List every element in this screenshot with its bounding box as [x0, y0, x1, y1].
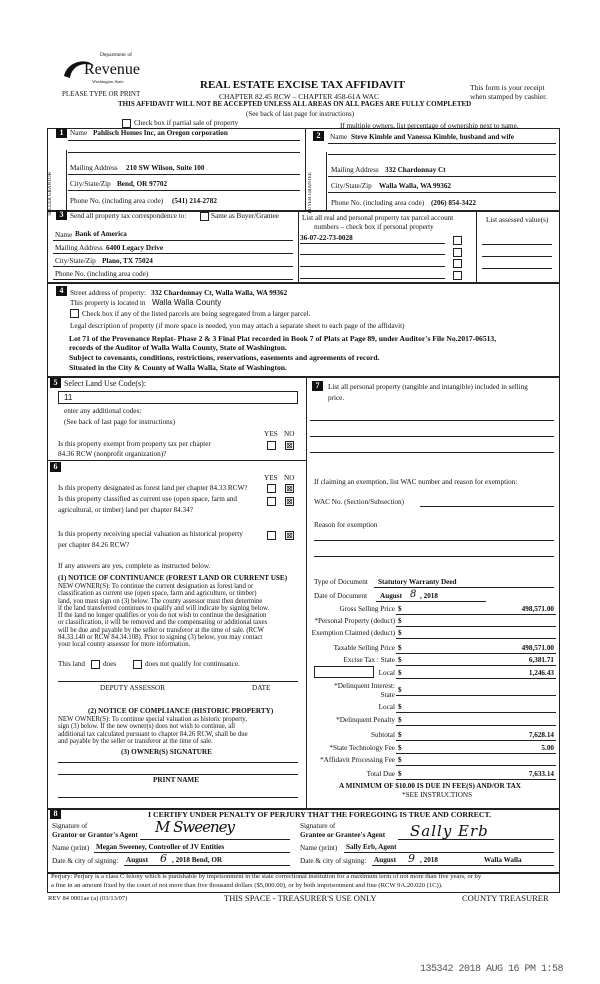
section-2-number: 2 [313, 131, 324, 141]
grantor-date-label: Date & city of signing: [52, 857, 119, 865]
deputy-date-label: DATE [252, 684, 271, 692]
seller-side-label: SELLER GRANTOR [48, 172, 53, 216]
owner-signature-label: (3) OWNER(S) SIGNATURE [121, 748, 212, 756]
legal-label: Legal description of property (if more space is needed, you may attach a separate sheet to each page of the affidavit) [70, 322, 405, 330]
exempt-question-2: 84.36 RCW (nonprofit organization)? [58, 450, 167, 458]
section-6-number: 6 [50, 462, 61, 472]
perjury-line-1: Perjury: Perjury is a class C felony which is punishable by imprisonment in the state correctional institution for a maximum term of not more than five years, or by [51, 873, 482, 880]
local-code-box[interactable] [314, 666, 374, 678]
tax-corr-city-label: City/State/Zip [55, 257, 96, 265]
grantor-year-city[interactable]: , 2018 Bend, OR [172, 856, 223, 864]
does-label: does [103, 660, 117, 668]
recording-stamp: 135342 2018 AUG 16 PM 1:58 [420, 964, 564, 975]
street-address[interactable]: 332 Chardonnay Ct, Walla Walla, WA 99362 [151, 289, 288, 297]
grantor-name-label: Name (print) [52, 844, 90, 852]
tax-row-label: Local [378, 703, 395, 711]
dollar-sign: $ [398, 617, 402, 625]
historic-question-1: Is this property receiving special valuation as historical property [58, 530, 243, 538]
seller-name[interactable]: Pahlisch Homes Inc, an Oregon corporation [93, 129, 228, 137]
grantor-date-month[interactable]: August [126, 856, 148, 864]
exempt-question-1: Is this property exempt from property tax per chapter [58, 440, 211, 448]
dollar-sign: $ [398, 605, 402, 613]
notice-2-title: (2) NOTICE OF COMPLIANCE (HISTORIC PROPERTY) [88, 707, 274, 715]
grantee-date-month[interactable]: August [374, 856, 396, 864]
doc-type-label: Type of Document [314, 578, 368, 586]
tax-row-label: Taxable Selling Price [333, 644, 395, 652]
parcel-4-personal-checkbox[interactable] [453, 271, 462, 280]
parcel-2-personal-checkbox[interactable] [453, 248, 462, 257]
seller-city-label: City/State/Zip [70, 180, 111, 188]
dor-logo [62, 52, 142, 90]
receipt-line-2: when stamped by cashier. [470, 92, 548, 101]
notice-1-body: NEW OWNER(S): To continue the current designation as forest land or classification as current use (open space, farm and agriculture, or timber) land, you must sign on (3) below. The county assessor must then determine if the land transferred continues to qualify and will indicate by signing below. If the land no longer qualifies or you do not wish to continue the designation or classification, it will be removed and the compensating or additional taxes will be due and payable by the seller or transferor at the time of sale. (RCW 84.33.140 or RCW 84.34.108). Prior to signing (3) below, you may contact your local county assessor for more information. [58, 583, 270, 649]
doc-date-year[interactable]: , 2018 [420, 592, 438, 600]
buyer-name[interactable]: Steve Kimble and Vanessa Kimble, husband and wife [351, 133, 514, 141]
buyer-side-label: BUYER GRANTEE [308, 172, 313, 214]
tax-row-amount[interactable]: 7,628.14 [528, 731, 554, 739]
dollar-sign: $ [398, 744, 402, 752]
parcel-header-2: numbers – check box if personal property [314, 223, 434, 231]
section-5-number: 5 [50, 378, 61, 388]
personal-property-label-1: List all personal property (tangible and intangible) included in selling [328, 383, 528, 391]
forest-yes-checkbox[interactable] [267, 484, 276, 493]
section-3-number: 3 [56, 210, 67, 220]
dollar-sign: $ [398, 703, 402, 711]
tax-row-sublabel: State [380, 691, 395, 699]
assessed-header: List assessed value(s) [486, 216, 549, 224]
historic-question-2: per chapter 84.26 RCW? [58, 541, 130, 549]
grantor-sig-label-1: Signature of [52, 822, 88, 830]
notice-2-body: NEW OWNER(S): To continue special valuation as historic property, sign (3) below. If the new owner(s) does not wish to continue, all additional tax calculated pursuant to chapter 84.26 RCW, shall be due and payable by the seller or transferor at the time of sale. [58, 716, 248, 745]
send-correspondence-label: Send all property tax correspondence to: [70, 212, 187, 220]
current-use-question-1: Is this property classified as current use (open space, farm and [58, 495, 238, 503]
legal-line-3: Subject to covenants, conditions, restrictions, reservations, easements and agreements of record. [69, 353, 380, 362]
buyer-phone[interactable]: (206) 854-3422 [431, 199, 476, 207]
grantee-name[interactable]: Sally Erb, Agent [346, 843, 397, 851]
section-7-number: 7 [312, 381, 323, 391]
seller-phone-label: Phone No. (including area code) [70, 197, 164, 205]
tax-row-label: Excise Tax : State [343, 656, 395, 664]
parcel-number[interactable]: 36-07-22-73-0028 [300, 234, 353, 242]
historic-yes-checkbox[interactable] [267, 531, 276, 540]
county-treasurer-label: COUNTY TREASURER [462, 893, 549, 903]
same-as-buyer-checkbox[interactable] [200, 212, 209, 221]
tax-row-label: *State Technology Fee [329, 744, 395, 752]
historic-no-checkbox[interactable]: ⊠ [286, 531, 293, 540]
tax-row-amount[interactable]: 1,246.43 [528, 669, 554, 677]
seller-mailing-label: Mailing Address [70, 164, 118, 172]
reason-label: Reason for exemption [314, 521, 378, 529]
treasurer-only-label: THIS SPACE - TREASURER'S USE ONLY [224, 893, 377, 903]
tax-row-amount[interactable]: 7,633.14 [528, 770, 554, 778]
tax-corr-phone-label: Phone No. (including area code) [55, 270, 149, 278]
segregated-label: Check box if any of the listed parcels are being segregated from a larger parcel. [82, 310, 311, 318]
dollar-sign: $ [398, 716, 402, 724]
dollar-sign: $ [398, 644, 402, 652]
please-type: PLEASE TYPE OR PRINT [62, 90, 141, 98]
grantee-name-label: Name (print) [300, 844, 338, 852]
dollar-sign: $ [398, 629, 402, 637]
grantee-signature[interactable]: Sally Erb [410, 822, 489, 840]
current-use-question-2: agricultural, or timber) land per chapter 84.34? [58, 506, 193, 514]
parcel-3-personal-checkbox[interactable] [453, 259, 462, 268]
section-8-number: 8 [50, 809, 61, 819]
section-1-number: 1 [56, 128, 67, 138]
dollar-sign: $ [398, 731, 402, 739]
land-use-code-field[interactable] [58, 391, 298, 404]
additional-codes-label: enter any additional codes: [64, 407, 142, 415]
dollar-sign: $ [398, 656, 402, 664]
partial-sale-label: Check box if partial sale of property [134, 119, 239, 127]
see-instructions-note: *SEE INSTRUCTIONS [402, 791, 473, 799]
tax-row-label: Local [378, 669, 395, 677]
tax-corr-name-label: Name [55, 231, 73, 239]
tax-row-label: Gross Selling Price [339, 605, 395, 613]
tax-corr-mailing-label: Mailing Address [55, 244, 103, 252]
buyer-city-label: City/State/Zip [331, 182, 372, 190]
doc-type[interactable]: Statutory Warranty Deed [378, 578, 457, 586]
notice-1-title: (1) NOTICE OF CONTINUANCE (FOREST LAND OR CURRENT USE) [58, 574, 288, 582]
does-not-label: does not qualify for continuance. [145, 660, 240, 668]
if-yes-note: If any answers are yes, complete as instructed below. [58, 562, 211, 570]
grantee-date-label: Date & city of signing: [300, 857, 367, 865]
tax-corr-city[interactable]: Plano, TX 75024 [102, 257, 153, 265]
deputy-assessor-label: DEPUTY ASSESSOR [100, 684, 166, 692]
tax-row-label: *Affidavit Processing Fee [320, 756, 395, 764]
tax-row-amount[interactable]: 498,571.00 [521, 644, 554, 652]
form-chapter: CHAPTER 82.45 RCW – CHAPTER 458-61A WAC [219, 92, 379, 101]
located-label: This property is located in [70, 299, 146, 307]
dollar-sign: $ [398, 770, 402, 778]
legal-line-2: records of the Auditor of Walla Walla County, State of Washington. [69, 343, 287, 352]
s5-no-header: NO [284, 430, 295, 438]
tax-row-label: Subtotal [371, 731, 395, 739]
buyer-name-label: Name [330, 133, 348, 141]
partial-sale-checkbox[interactable] [122, 119, 131, 128]
form-title: REAL ESTATE EXCISE TAX AFFIDAVIT [200, 79, 405, 91]
receipt-line-1: This form is your receipt [470, 83, 545, 92]
grantee-sig-label-1: Signature of [300, 822, 336, 830]
seller-mailing[interactable]: 210 SW Wilson, Suite 100 [126, 164, 205, 172]
legal-line-1: Lot 71 of the Provenance Replat- Phase 2 & 3 Final Plat recorded in Book 7 of Plats at Page 89, under Auditor's File No.2017-06513, [69, 334, 497, 343]
certify-statement: I CERTIFY UNDER PENALTY OF PERJURY THAT THE FOREGOING IS TRUE AND CORRECT. [148, 810, 492, 819]
legal-line-4: Situated in the City & County of Walla Walla, State of Washington. [69, 363, 287, 372]
tax-row-amount[interactable]: 5.00 [541, 744, 554, 752]
this-land-label: This land [58, 660, 85, 668]
grantee-sig-label-2: Grantee or Grantee's Agent [300, 831, 386, 839]
seller-phone[interactable]: (541) 214-2782 [172, 197, 217, 205]
tax-row-amount[interactable]: 6,381.71 [528, 656, 554, 664]
form-warning: THIS AFFIDAVIT WILL NOT BE ACCEPTED UNLESS ALL AREAS ON ALL PAGES ARE FULLY COMPLETED [118, 100, 472, 108]
buyer-city[interactable]: Walla Walla, WA 99362 [379, 182, 452, 190]
doc-date-day[interactable]: 8 [410, 589, 417, 600]
logo-name: Revenue [84, 61, 140, 78]
seller-city[interactable]: Bend, OR 97702 [117, 180, 168, 188]
exempt-yes-checkbox[interactable] [267, 441, 276, 450]
buyer-mailing-label: Mailing Address [331, 166, 379, 174]
doc-date-label: Date of Document [314, 592, 368, 600]
grantor-date-day[interactable]: 6 [160, 852, 167, 865]
same-as-buyer-label: Same as Buyer/Grantee [211, 212, 279, 220]
logo-state: Washington State [92, 79, 124, 84]
grantee-city[interactable]: Walla Walla [484, 856, 522, 864]
buyer-mailing[interactable]: 332 Chardonnay Ct [385, 166, 446, 174]
buyer-phone-label: Phone No. (including area code) [331, 199, 425, 207]
section-4-number: 4 [56, 286, 67, 296]
tax-row-label: *Delinquent Interest: [334, 682, 395, 690]
current-use-no-checkbox[interactable]: ⊠ [286, 497, 293, 506]
land-use-label: Select Land Use Code(s): [64, 379, 146, 388]
dollar-sign: $ [398, 669, 402, 677]
exemption-claim-label: If claiming an exemption, list WAC number and reason for exemption: [314, 478, 518, 486]
logo-dept: Department of [100, 52, 132, 58]
perjury-line-2: a fine in an amount fixed by the court of not more than five thousand dollars ($5,000.00), or by both imprisonment and fine (RCW 9A.20.020 (1C)). [51, 882, 443, 889]
dollar-sign: $ [398, 686, 402, 694]
street-label: Street address of property: [70, 289, 147, 297]
parcel-header-1: List all real and personal property tax parcel account [302, 214, 454, 222]
current-use-yes-checkbox[interactable] [267, 497, 276, 506]
parcel-1-personal-checkbox[interactable] [453, 236, 462, 245]
grantee-date-day[interactable]: 9 [408, 852, 415, 865]
does-not-qualify-checkbox[interactable] [133, 660, 142, 669]
county[interactable]: Walla Walla County [152, 298, 222, 307]
forest-question: Is this property designated as forest land per chapter 84.33 RCW? [58, 484, 248, 492]
tax-row-amount[interactable]: 498,571.00 [521, 605, 554, 613]
tax-row-label: *Personal Property (deduct) [314, 617, 395, 625]
s5-yes-header: YES [264, 430, 278, 438]
tax-row-label: *Delinquent Penalty [336, 716, 395, 724]
grantee-date-year[interactable]: , 2018 [420, 856, 438, 864]
print-name-label: PRINT NAME [153, 776, 199, 784]
see-back-header: (See back of last page for instructions) [246, 110, 355, 118]
doc-date-month[interactable]: August [380, 592, 402, 600]
wac-label: WAC No. (Section/Subsection) [314, 498, 405, 506]
forest-no-checkbox[interactable]: ⊠ [286, 484, 293, 493]
tax-corr-name[interactable]: Bank of America [75, 230, 127, 238]
tax-row-label: Total Due [366, 770, 395, 778]
land-use-code: 11 [64, 393, 73, 402]
tax-row-label: Exemption Claimed (deduct) [311, 629, 395, 637]
land-use-see-back: (See back of last page for instructions) [64, 418, 175, 426]
does-qualify-checkbox[interactable] [91, 660, 100, 669]
seller-name-label: Name [70, 129, 88, 137]
minimum-fee-note: A MINIMUM OF $10.00 IS DUE IN FEE(S) AND/OR TAX [339, 782, 521, 790]
s6-yes-header: YES [264, 474, 278, 482]
tax-corr-mailing[interactable]: 6400 Legacy Drive [106, 244, 164, 252]
segregated-checkbox[interactable] [70, 309, 79, 318]
multiple-owners-note: If multiple owners, list percentage of ownership next to name. [340, 122, 519, 130]
s6-no-header: NO [284, 474, 295, 482]
grantor-signature[interactable]: M Sweeney [155, 818, 235, 836]
grantor-sig-label-2: Grantor or Grantor's Agent [52, 831, 138, 839]
grantor-name[interactable]: Megan Sweeney, Controller of JV Entities [96, 843, 225, 851]
personal-property-label-2: price. [328, 394, 345, 402]
exempt-no-checkbox[interactable]: ⊠ [286, 441, 293, 450]
dollar-sign: $ [398, 756, 402, 764]
form-revision: REV 84 0001ae (a) (03/13/07) [48, 895, 128, 902]
